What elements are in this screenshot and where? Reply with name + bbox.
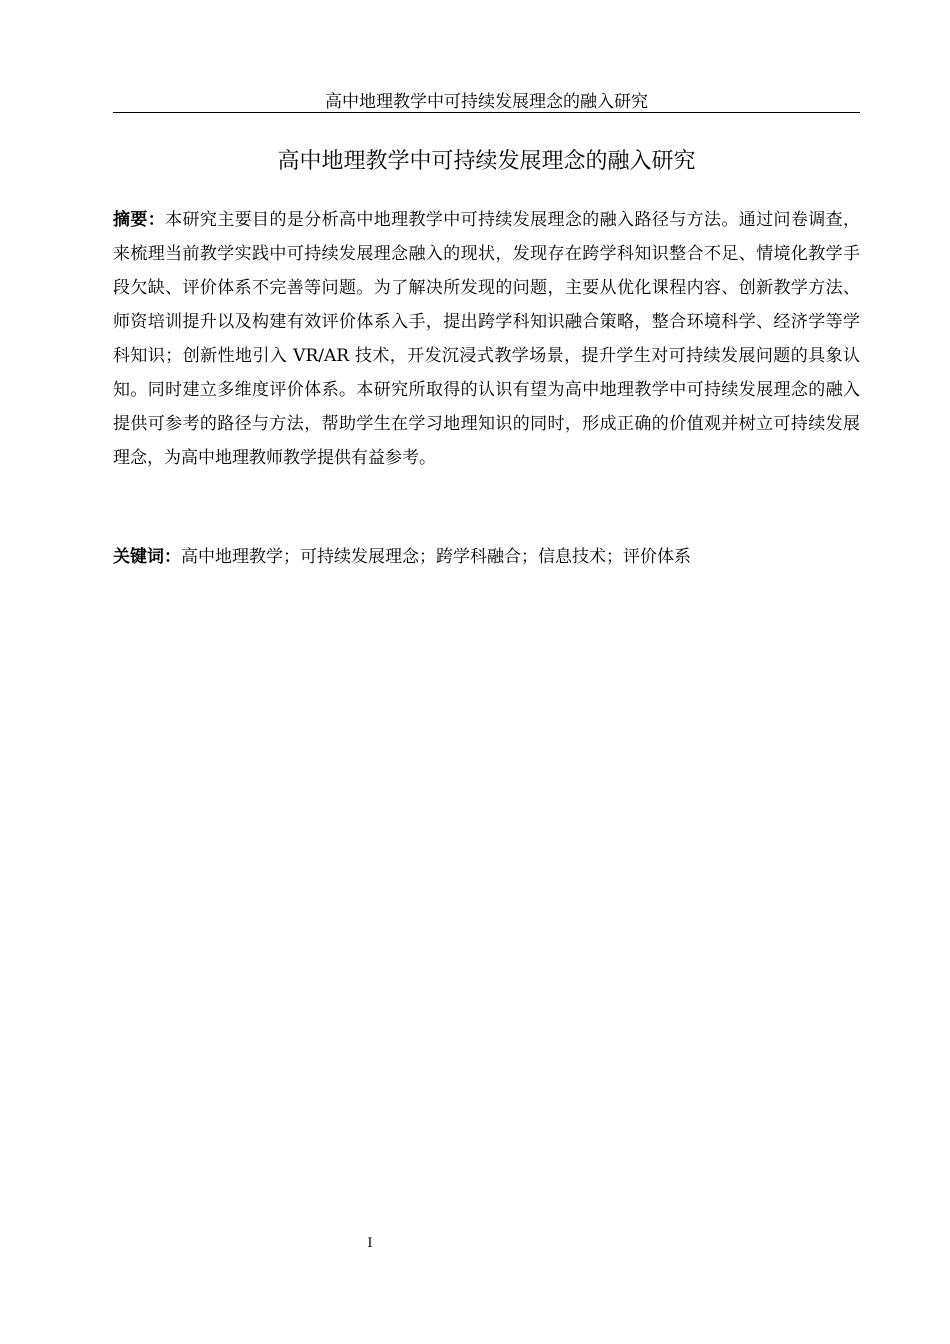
abstract-label: 摘要： bbox=[113, 210, 166, 230]
document-title: 高中地理教学中可持续发展理念的融入研究 bbox=[277, 149, 696, 174]
keywords-paragraph bbox=[113, 540, 860, 574]
page-number: I bbox=[367, 1236, 373, 1251]
abstract-paragraph bbox=[113, 203, 860, 475]
keywords-text: 高中地理教学；可持续发展理念；跨学科融合；信息技术；评价体系 bbox=[181, 547, 691, 567]
keywords-label: 关键词： bbox=[113, 547, 181, 567]
running-header: 高中地理教学中可持续发展理念的融入研究 bbox=[325, 92, 648, 112]
header-rule bbox=[113, 112, 860, 113]
abstract-text: 本研究主要目的是分析高中地理教学中可持续发展理念的融入路径与方法。通过问卷调查，来梳理当前教学实践中可持续发展理念融入的现状，发现存在跨学科知识整合不足、情境化教学手段欠缺、评价体系不完善等问题。为了解决所发现的问题，主要从优化课程内容、创新教学方法、师资培训提升以及构建有效评价体系入手，提出跨学科知识融合策略，整合环境科学、经济学等学科知识；创新性地引入 VR/AR 技术，开发沉浸式教学场景，提升学生对可持续发展问题的具象认知。同时建立多维度评价体系。本研究所取得的认识有望为高中地理教学中可持续发展理念的融入提供可参考的路径与方法，帮助学生在学习地理知识的同时，形成正确的价值观并树立可持续发展理念，为高中地理教师教学提供有益参考。 bbox=[113, 210, 861, 468]
